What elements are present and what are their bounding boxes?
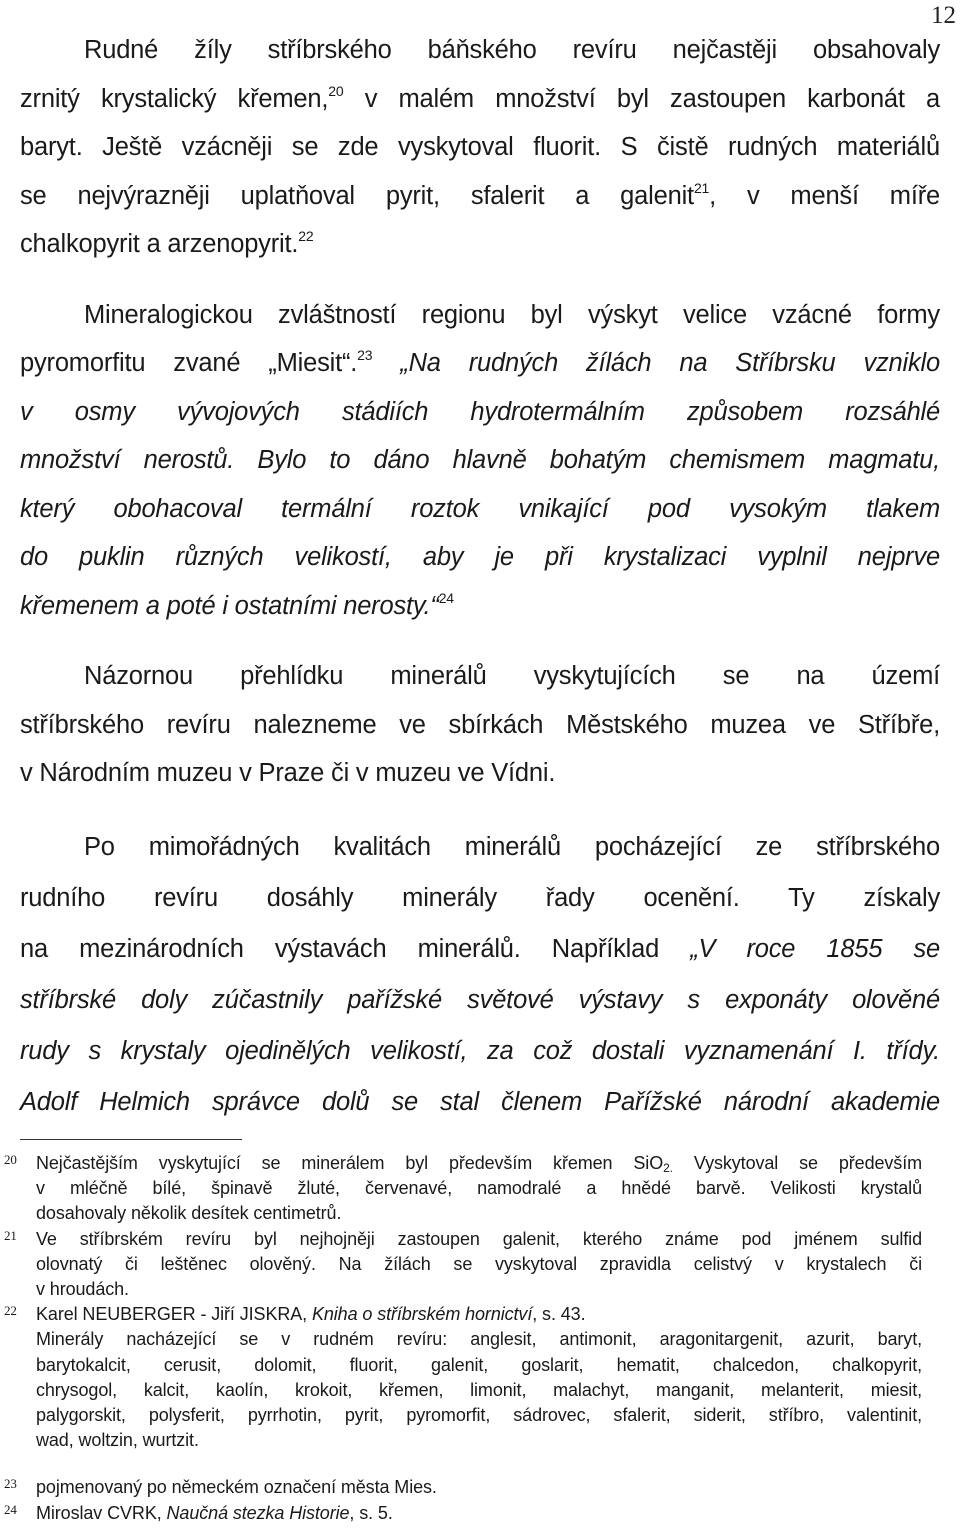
reference-pages: , s. 5. xyxy=(349,1502,393,1523)
reference-author: Karel NEUBERGER - Jiří JISKRA, xyxy=(36,1304,312,1325)
footnote-line: v hroudách. xyxy=(36,1279,129,1300)
footnote-line: barytokalcit, cerusit, dolomit, fluorit, galenit, goslarit, hematit, chalcedon, chalkopyrit, xyxy=(36,1354,922,1375)
footnote-reference xyxy=(36,1302,922,1327)
footnote-ref-21[interactable]: 21 xyxy=(693,179,710,196)
footnote-number: 22 xyxy=(4,1303,17,1319)
paragraph-4 xyxy=(20,822,940,1128)
footnote-ref-23[interactable]: 23 xyxy=(357,347,373,363)
quote-line: rudy s krystaly ojedinělých velikostí, za což dostali vyznamenání I. třídy. xyxy=(20,1036,940,1065)
reference-title: Naučná stezka Historie xyxy=(166,1502,350,1523)
footnote-ref-22[interactable]: 22 xyxy=(298,228,314,244)
reference-author: Miroslav CVRK, xyxy=(36,1502,167,1523)
subscript: 2. xyxy=(663,1161,673,1175)
text-line: Názornou přehlídku minerálů vyskytujících se na území xyxy=(84,662,940,690)
text-line: v Národním muzeu v Praze či v muzeu ve Vídni. xyxy=(20,759,556,787)
reference-title: Kniha o stříbrském hornictví xyxy=(311,1304,533,1325)
paragraph-1 xyxy=(20,26,940,269)
footnote-line xyxy=(36,1151,922,1176)
paragraph-3 xyxy=(20,652,940,798)
text-run: pyromorfitu zvané „Miesit“. xyxy=(20,349,358,377)
text-run: , v menší míře xyxy=(709,181,940,210)
text-line: stříbrského revíru nalezneme ve sbírkách Městského muzea ve Stříbře, xyxy=(20,710,940,739)
text-line: Mineralogickou zvláštností regionu byl výskyt velice vzácné formy xyxy=(84,300,940,329)
footnote-number: 23 xyxy=(4,1476,17,1492)
quote-line: množství nerostů. Bylo to dáno hlavně bohatým chemismem magmatu, xyxy=(20,446,940,474)
quote-line xyxy=(20,582,940,631)
footnote-line: olovnatý či leštěnec olověný. Na žílách se vyskytoval zpravidla celistvý v krystalech či xyxy=(36,1253,922,1274)
text-run: Rudné žíly stříbrského báňského revíru nejčastěji obsahovaly xyxy=(84,36,940,64)
footnote-line: pojmenovaný po německém označení města Mies. xyxy=(36,1477,437,1498)
footnote-line: wad, woltzin, wurtzit. xyxy=(36,1430,199,1451)
text-line xyxy=(20,924,940,975)
quote-line: který obohacoval termální roztok vnikající pod vysokým tlakem xyxy=(20,494,940,523)
reference-pages: , s. 43. xyxy=(532,1304,586,1325)
footnote-line: Minerály nacházející se v rudném revíru: anglesit, antimonit, aragonitargenit, azurit, baryt, xyxy=(36,1329,922,1350)
text-line: Po mimořádných kvalitách minerálů pocházející ze stříbrského xyxy=(84,832,940,861)
quote-text: „V roce 1855 se xyxy=(690,934,940,963)
quote-text: „Na rudných žílách na Stříbrsku vzniklo xyxy=(372,349,941,377)
text-line xyxy=(20,26,940,75)
footnote-separator xyxy=(20,1139,242,1140)
paragraph-2 xyxy=(20,291,940,631)
body-text xyxy=(20,26,940,1128)
footnote-line: dosahovaly několik desítek centimetrů. xyxy=(36,1203,342,1224)
quote-line: Adolf Helmich správce dolů se stal členem Pařížské národní akademie xyxy=(20,1087,940,1116)
footnote-24 xyxy=(0,1501,924,1526)
footnote-ref-24[interactable]: 24 xyxy=(438,589,454,606)
footnote-21 xyxy=(0,1227,924,1303)
text-run: v malém množství byl zastoupen karbonát a xyxy=(343,84,940,113)
footnote-20 xyxy=(0,1151,924,1227)
footnote-23 xyxy=(0,1475,924,1500)
text-run: na mezinárodních výstavách minerálů. Například xyxy=(20,934,691,963)
footnote-number: 24 xyxy=(4,1501,17,1517)
text-run: baryt. Ještě vzácněji se zde vyskytoval fluorit. S čistě rudných materiálů xyxy=(20,133,940,161)
text-run: zrnitý krystalický křemen, xyxy=(20,84,329,113)
footnote-line: v mléčně bílé, špinavě žluté, červenavé, namodralé a hnědé barvě. Velikosti krystalů xyxy=(36,1178,922,1199)
footnote-reference xyxy=(36,1501,922,1526)
quote-line: stříbrské doly zúčastnily pařížské světové výstavy s exponáty olověné xyxy=(20,985,940,1014)
footnote-22 xyxy=(0,1302,924,1453)
text-run: Vyskytoval se především xyxy=(672,1153,922,1173)
text-run: křemenem a poté i ostatními nerosty.“ xyxy=(20,591,439,620)
text-run: Nejčastějším vyskytující se minerálem byl především křemen SiO xyxy=(36,1153,664,1173)
footnote-line: palygorskit, polysferit, pyrrhotin, pyrit, pyromorfit, sádrovec, sfalerit, siderit, stříbro, valentinit, xyxy=(36,1405,922,1426)
text-line xyxy=(20,339,940,388)
quote-line: do puklin různých velikostí, aby je při krystalizaci vyplnil nejprve xyxy=(20,543,940,571)
footnote-number: 21 xyxy=(4,1227,17,1243)
text-line xyxy=(20,172,940,221)
text-line xyxy=(20,75,940,124)
text-line: rudního revíru dosáhly minerály řady ocenění. Ty získaly xyxy=(20,883,940,912)
text-run: chalkopyrit a arzenopyrit. xyxy=(20,230,299,258)
footnotes xyxy=(0,1151,960,1526)
footnote-ref-20[interactable]: 20 xyxy=(328,82,344,99)
quote-line: v osmy vývojových stádiích hydrotermálním způsobem rozsáhlé xyxy=(20,397,940,426)
text-run: se nejvýrazněji uplatňoval pyrit, sfalerit a galenit xyxy=(20,181,694,210)
text-line xyxy=(20,220,940,269)
footnote-line: Ve stříbrském revíru byl nejhojněji zastoupen galenit, kterého známe pod jménem sulfid xyxy=(36,1228,922,1249)
footnote-number: 20 xyxy=(4,1152,17,1167)
text-line xyxy=(20,123,940,172)
footnote-line: chrysogol, kalcit, kaolín, krokoit, křemen, limonit, malachyt, manganit, melanterit, miesit, xyxy=(36,1379,922,1400)
page-number: 12 xyxy=(931,2,956,29)
